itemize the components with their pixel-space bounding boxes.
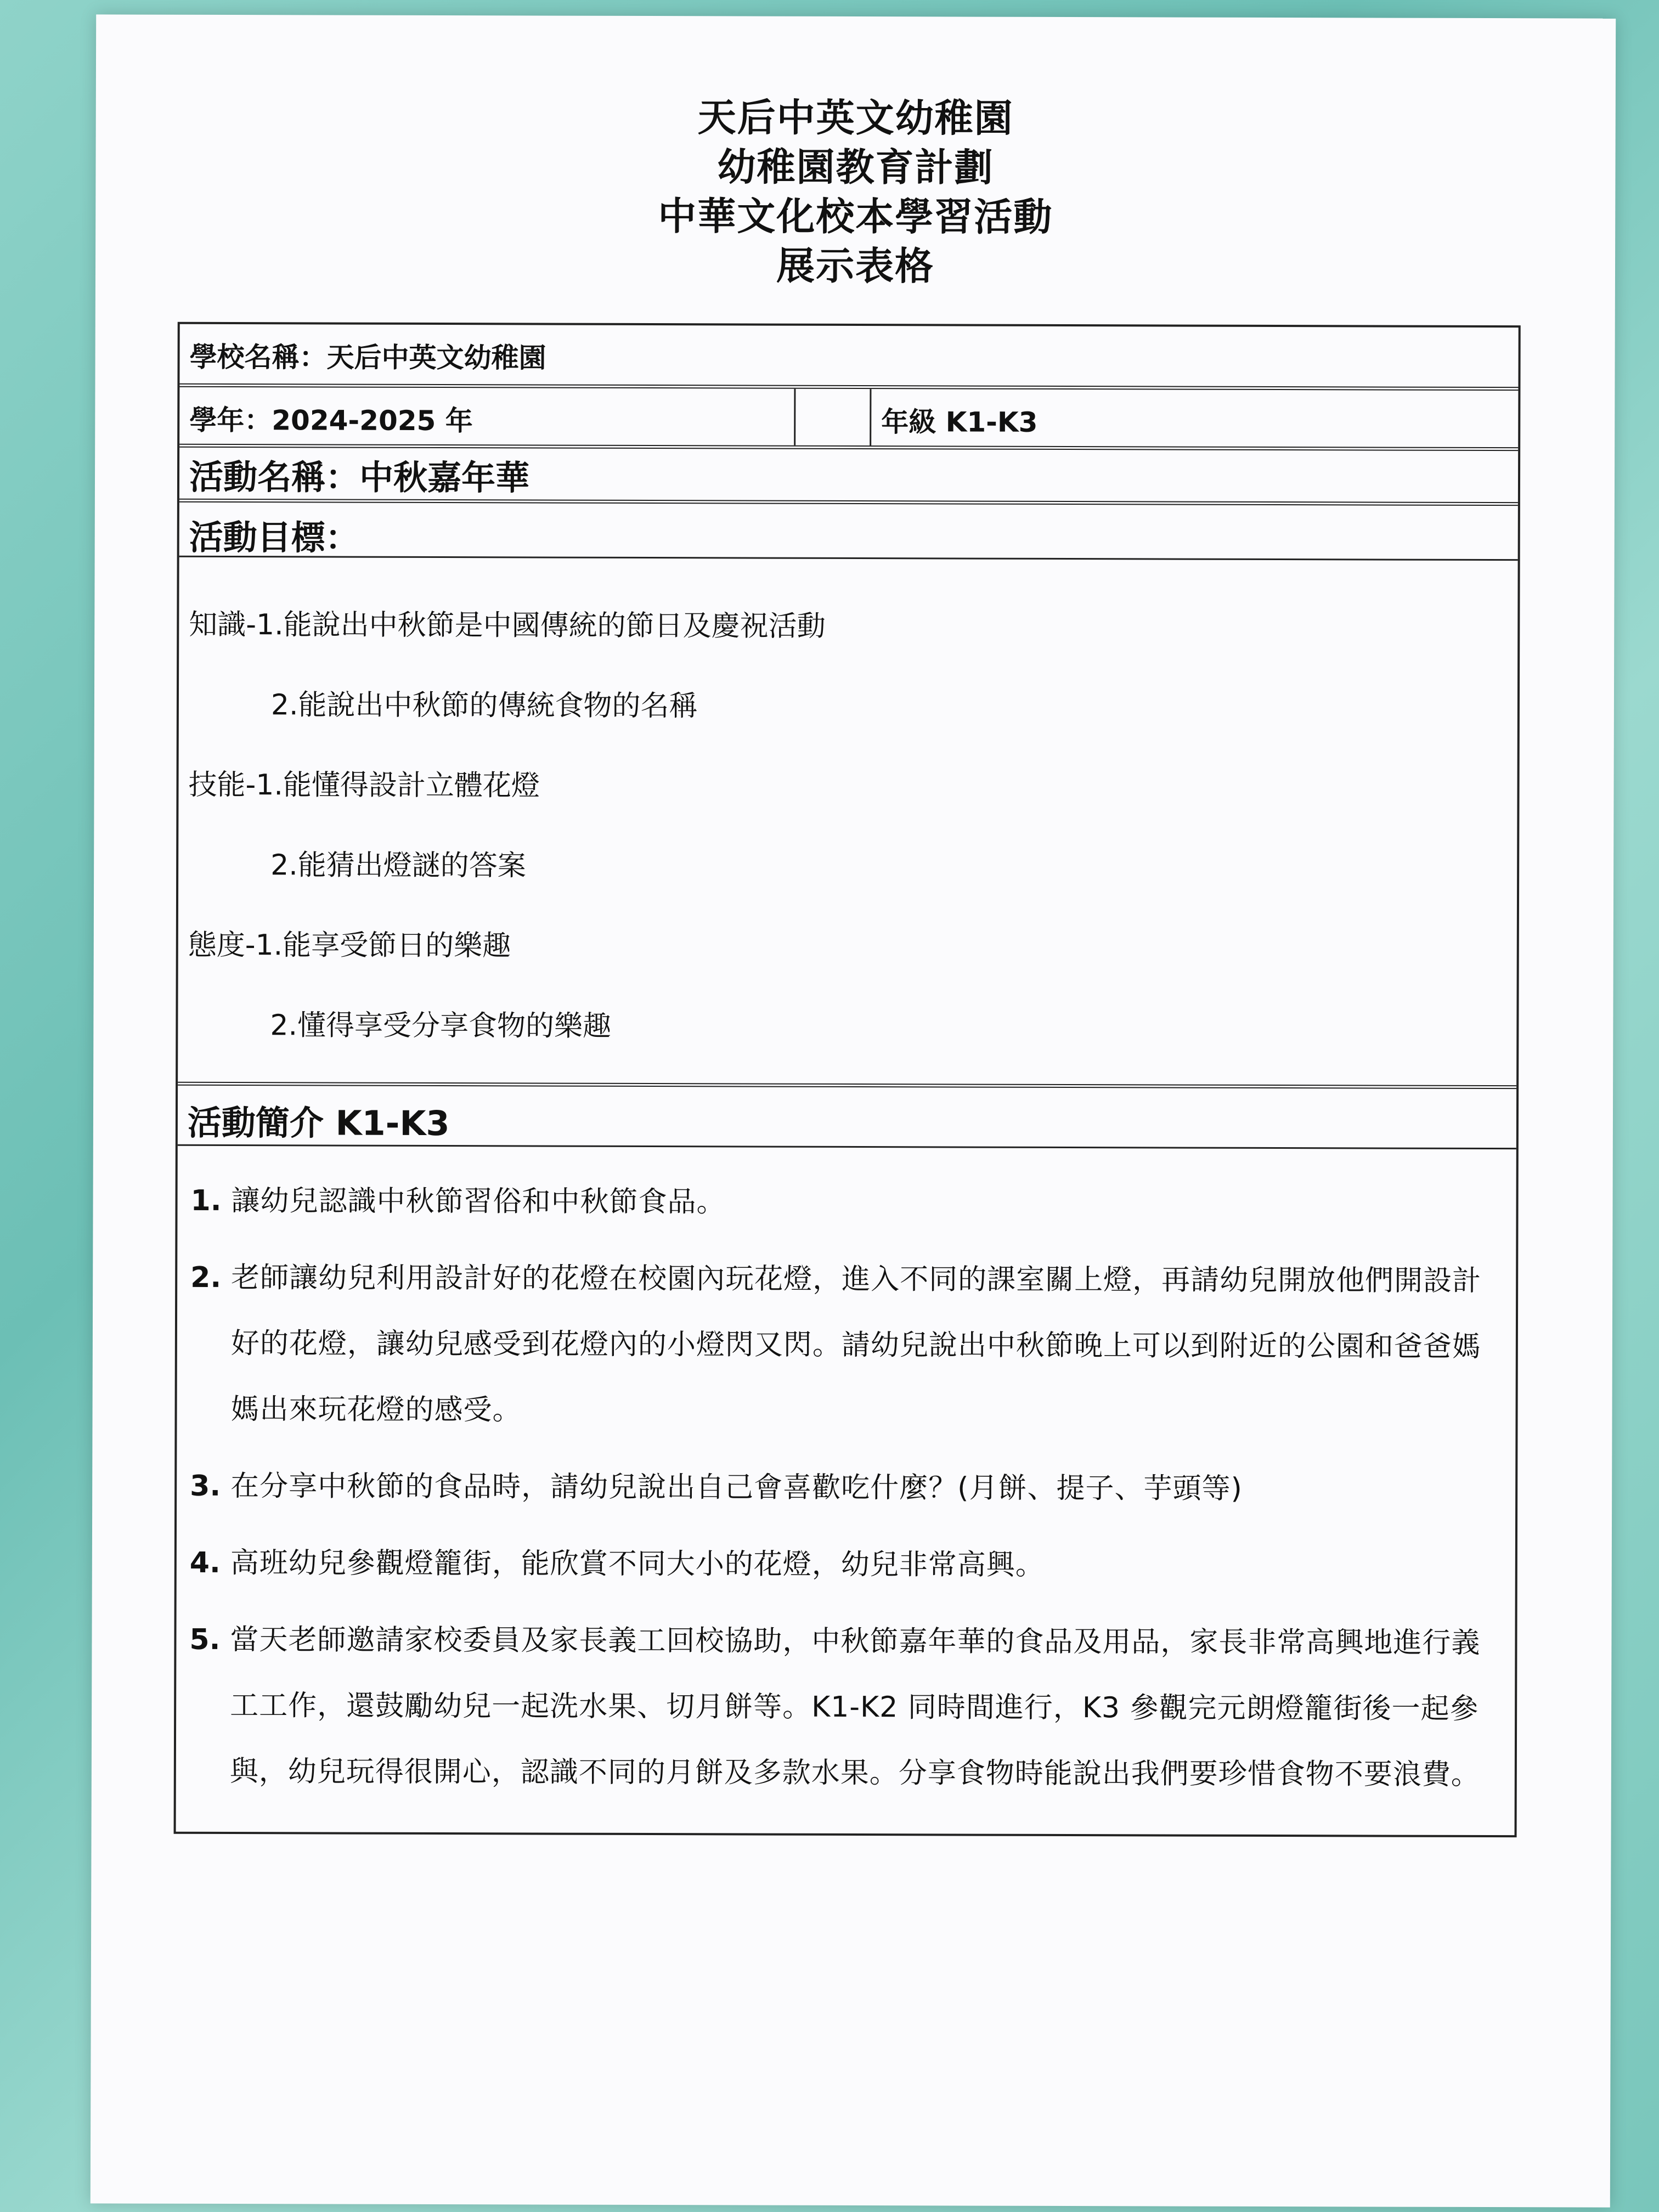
objective-knowledge-1: 知識-1.能說出中秋節是中國傳統的節日及慶祝活動 bbox=[189, 608, 826, 643]
school-year-cell bbox=[179, 387, 795, 445]
empty-cell bbox=[795, 389, 871, 445]
objective-attitude-2: 2.懂得享受分享食物的樂趣 bbox=[270, 1009, 612, 1043]
activity-name-row bbox=[179, 448, 1518, 506]
activity-form-table bbox=[174, 322, 1521, 1837]
objectives-heading: 活動目標： bbox=[189, 517, 359, 558]
list-item bbox=[190, 1453, 1504, 1522]
objectives-heading-row bbox=[179, 503, 1518, 561]
school-name-cell: 學校名稱：天后中英文幼稚園 bbox=[189, 341, 546, 374]
item-text: 當天老師邀請家校委員及家長義工回校協助，中秋節嘉年華的食品及用品，家長非常高興地進行義工工作，還鼓勵幼兒一起洗水果、切月餅等。K1-K2 同時間進行，K3 參觀完元朗燈籠街後一起參與，幼兒玩得很開心，認識不同的月餅及多款水果。分享食物時能說出我們要珍惜食物不要浪費。 bbox=[229, 1623, 1481, 1791]
list-item bbox=[190, 1530, 1504, 1599]
item-text: 讓幼兒認識中秋節習俗和中秋節食品。 bbox=[231, 1184, 726, 1219]
objective-skill-1: 技能-1.能懂得設計立體花燈 bbox=[188, 768, 540, 803]
intro-heading-row bbox=[178, 1086, 1516, 1149]
list-item bbox=[189, 1607, 1504, 1808]
item-text: 老師讓幼兒利用設計好的花燈在校園內玩花燈，進入不同的課室關上燈，再請幼兒開放他們開設計好的花燈，讓幼兒感受到花燈內的小燈閃又閃。請幼兒說出中秋節晚上可以到附近的公園和爸爸媽媽出來玩花燈的感受。 bbox=[230, 1261, 1482, 1427]
school-year-text: 學年：2024-2025 年 bbox=[189, 404, 473, 437]
activity-type-title: 中華文化校本學習活動 bbox=[658, 194, 1053, 240]
list-item bbox=[190, 1245, 1505, 1446]
document-header bbox=[95, 91, 1616, 292]
school-title: 天后中英文幼稚園 bbox=[697, 95, 1014, 141]
item-number: 1. bbox=[190, 1184, 222, 1217]
objective-attitude-1: 態度-1.能享受節日的樂趣 bbox=[188, 928, 511, 963]
objectives-list bbox=[178, 557, 1518, 1089]
item-number: 4. bbox=[189, 1546, 221, 1579]
objective-knowledge-2: 2.能說出中秋節的傳統食物的名稱 bbox=[270, 689, 698, 723]
item-number: 2. bbox=[190, 1261, 222, 1294]
school-name-row bbox=[179, 324, 1518, 391]
grade-cell bbox=[871, 389, 1518, 447]
list-item bbox=[190, 1168, 1505, 1237]
item-number: 5. bbox=[189, 1623, 221, 1656]
objective-skill-2: 2.能猜出燈謎的答案 bbox=[270, 849, 526, 883]
activity-name-text: 活動名稱：中秋嘉年華 bbox=[189, 456, 530, 498]
item-text: 高班幼兒參觀燈籠街，能欣賞不同大小的花燈，幼兒非常高興。 bbox=[230, 1547, 1045, 1582]
plan-title: 幼稚園教育計劃 bbox=[717, 144, 994, 190]
form-title: 展示表格 bbox=[776, 243, 935, 289]
item-text: 在分享中秋節的食品時，請幼兒說出自己會喜歡吃什麼？(月餅、提子、芋頭等) bbox=[230, 1470, 1243, 1505]
intro-list bbox=[176, 1146, 1516, 1835]
item-number: 3. bbox=[190, 1469, 221, 1503]
grade-text: 年級 K1-K3 bbox=[881, 406, 1038, 438]
document-page bbox=[91, 14, 1616, 2207]
year-grade-row bbox=[179, 387, 1518, 451]
intro-heading: 活動簡介 K1-K3 bbox=[187, 1102, 450, 1144]
